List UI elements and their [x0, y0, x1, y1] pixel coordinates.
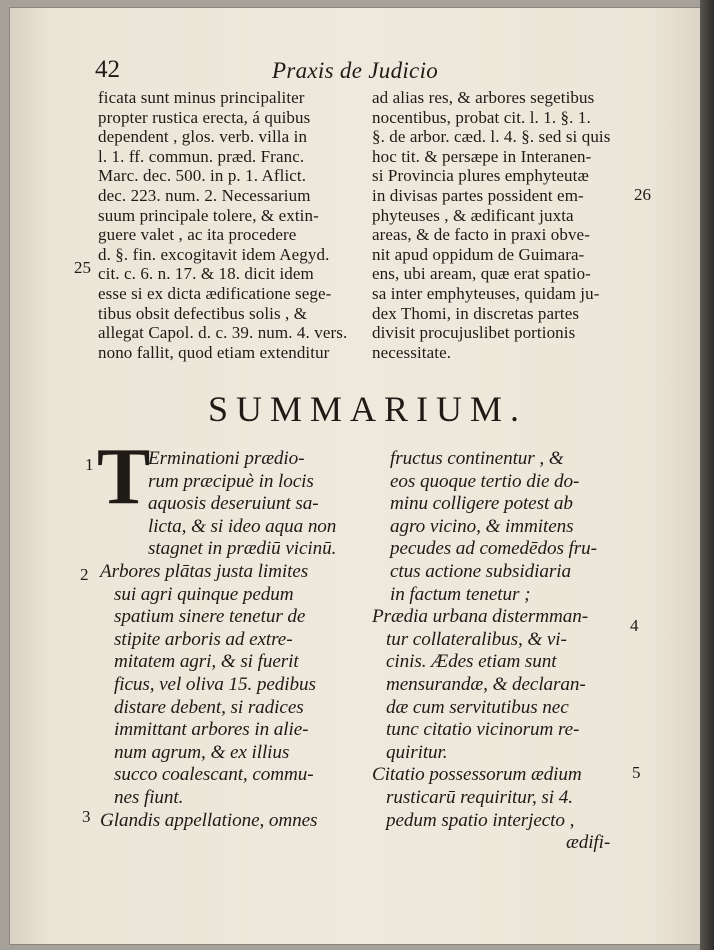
text-line: l. 1. ff. commun. præd. Franc. [98, 146, 305, 166]
text-line: cit. c. 6. n. 17. & 18. dicit idem [98, 264, 314, 284]
summary-number-2: 2 [80, 565, 89, 584]
text-line: mitatem agri, & si fuerit [114, 651, 299, 673]
text-line: licta, & si ideo aqua non [148, 515, 337, 537]
text-line: Erminationi prædio- [148, 448, 305, 469]
summary-number-1: 1 [85, 455, 94, 474]
running-title: Praxis de Judicio [272, 58, 439, 83]
text-line: esse si ex dicta ædificatione sege- [98, 284, 332, 303]
text-line: guere valet , ac ita procedere [98, 225, 297, 245]
text-line: rusticarū requiritur, si 4. [386, 787, 573, 808]
text-line: areas, & de facto in praxi obve- [372, 225, 590, 245]
summary-number-5: 5 [632, 763, 641, 782]
text-line: spatium sinere tenetur de [114, 606, 306, 628]
text-line: suum principale tolere, & extin- [98, 205, 319, 225]
text-line: nocentibus, probat cit. l. 1. §. 1. [372, 107, 591, 127]
text-line: tur collateralibus, & vi- [386, 628, 567, 650]
page-number: 42 [95, 56, 120, 83]
text-line: §. de arbor. cæd. l. 4. §. sed si quis [372, 127, 611, 147]
text-line: cinis. Ædes etiam sunt [386, 651, 557, 673]
text-line: tibus obsit defectibus solis , & [98, 303, 308, 323]
summary-heading: SUMMARIUM. [208, 389, 528, 429]
text-line: Marc. dec. 500. in p. 1. Aflict. [98, 166, 307, 186]
text-line: tunc citatio vicinorum re- [386, 719, 580, 741]
text-line: eos quoque tertio die do- [390, 470, 580, 492]
text-line: propter rustica erecta, á quibus [98, 107, 311, 127]
text-line: nit apud oppidum de Guimara- [372, 244, 585, 264]
text-line: stagnet in prædiū vicinū. [148, 538, 337, 560]
summary-number-3: 3 [82, 807, 91, 826]
text-line: divisit procujuslibet portionis [372, 323, 576, 343]
text-line: quiritur. [386, 741, 448, 763]
book-spine-shadow [700, 0, 714, 950]
text-line: Glandis appellatione, omnes [100, 809, 318, 831]
text-line: minu colligere potest ab [390, 493, 573, 515]
text-line: ficus, vel oliva 15. pedibus [114, 674, 316, 695]
text-line: nes fiunt. [114, 787, 184, 808]
text-line: ficata sunt minus principaliter [98, 88, 305, 107]
text-line: dec. 223. num. 2. Necessarium [98, 186, 311, 205]
text-line: ctus actione subsidiaria [390, 561, 571, 582]
margin-number-25: 25 [74, 258, 91, 277]
text-line: Citatio possessorum ædium [372, 764, 582, 786]
text-line: distare debent, si radices [114, 696, 304, 718]
drop-cap: T [97, 433, 151, 521]
text-line: allegat Capol. d. c. 39. num. 4. vers. [98, 323, 348, 343]
text-line: pedum spatio interjecto , [386, 809, 575, 831]
text-line: mensurandæ, & declaran- [386, 674, 586, 695]
text-line: aquosis deseruiunt sa- [148, 493, 319, 515]
text-line: ens, ubi aream, quæ erat spatio- [372, 264, 591, 284]
text-line: succo coalescant, commu- [114, 764, 314, 786]
text-line: dæ cum servitutibus nec [386, 696, 569, 718]
text-line: agro vicino, & immitens [390, 515, 574, 537]
margin-number-26: 26 [634, 185, 651, 204]
summary-number-4: 4 [630, 616, 639, 635]
text-line: ad alias res, & arbores segetibus [372, 88, 595, 107]
text-line: si Provincia plures emphyteutæ [372, 166, 589, 186]
text-line: nono fallit, quod etiam extenditur [98, 342, 330, 362]
text-line: d. §. fin. excogitavit idem Aegyd. [98, 244, 330, 264]
text-line: ædifi- [566, 832, 611, 854]
text-line: necessitate. [372, 342, 452, 362]
text-line: pecudes ad comedēdos fru- [390, 538, 597, 560]
text-line: num agrum, & ex illius [114, 741, 290, 763]
text-line: dex Thomi, in discretas partes [372, 303, 580, 323]
text-line: immittant arbores in alie- [114, 719, 309, 741]
text-line: rum præcipuè in locis [148, 470, 314, 492]
text-line: phyteuses , & ædificant juxta [372, 205, 574, 225]
text-line: fructus continentur , & [390, 448, 564, 469]
text-line: hoc tit. & persæpe in Interanen- [372, 146, 592, 166]
text-line: Arbores plātas justa limites [100, 561, 309, 582]
text-line: dependent , glos. verb. villa in [98, 127, 308, 147]
text-line: stipite arboris ad extre- [114, 628, 293, 650]
text-line: sa inter emphyteuses, quidam ju- [372, 284, 600, 303]
text-line: in factum tenetur ; [390, 583, 531, 605]
text-line: in divisas partes possident em- [372, 186, 584, 205]
text-line: Prædia urbana distermman- [372, 606, 589, 628]
text-line: sui agri quinque pedum [114, 583, 294, 605]
